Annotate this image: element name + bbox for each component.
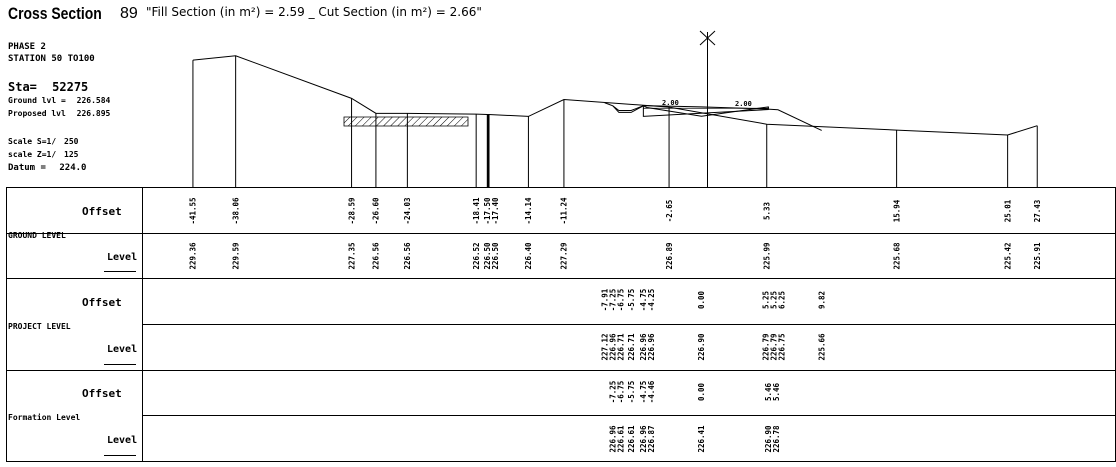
project-level-value: 226.79 — [769, 333, 779, 361]
ground-level-value: 226.50 — [491, 242, 500, 270]
project-offset-value: -4.75 — [639, 288, 649, 312]
datum-label: Datum = — [8, 163, 46, 173]
ground-offset-label: Offset — [82, 205, 122, 218]
station-range-label: STATION 50 TO100 — [8, 54, 95, 64]
left-road-width: 2.00 — [662, 99, 679, 107]
formation-level-value: 226.61 — [616, 425, 626, 453]
ground-level-value: 226.52 — [471, 242, 481, 270]
proposed-level-label: Proposed lvl — [8, 109, 66, 118]
ground-group-name: GROUND LEVEL — [8, 231, 66, 240]
formation-level-value: 226.87 — [647, 425, 657, 453]
area-note: "Fill Section (in m²) = 2.59 _ Cut Section (in m²) = 2.66" — [146, 5, 482, 19]
project-offset-value: -7.91 — [600, 288, 610, 312]
ground-level-value: 229.59 — [231, 242, 241, 270]
fill-hatch-area — [344, 117, 468, 126]
station-value: 52275 — [52, 80, 89, 94]
ground-level-value: 225.68 — [892, 242, 902, 270]
ground-level-value: 225.42 — [1003, 242, 1013, 270]
ground-offset-value: 27.43 — [1032, 199, 1042, 223]
ground-offset-value: -28.59 — [347, 197, 357, 225]
project-offset-value: -7.25 — [608, 288, 618, 312]
ground-level-value: 226.50 — [483, 242, 492, 270]
formation-offset-value: 5.46 — [764, 382, 774, 402]
formation-offset-value: 0.00 — [697, 382, 707, 402]
formation-level-value: 226.96 — [639, 425, 649, 453]
project-level-value: 226.96 — [639, 333, 649, 361]
project-offset-value: 5.25 — [769, 290, 779, 310]
scale-s-value: 250 — [64, 137, 79, 146]
formation-group-name: Formation Level — [8, 413, 81, 422]
ground-offset-value: -24.03 — [403, 197, 413, 225]
ground-offset-value: -26.60 — [371, 197, 381, 225]
ground-offset-value: -17.50 — [483, 197, 492, 225]
drawing-title: Cross Section — [8, 4, 102, 23]
ground-offset-value: -18.41 — [471, 197, 481, 225]
group-formation-level — [8, 387, 137, 456]
project-level-value: 226.71 — [616, 333, 626, 361]
centerline-marker — [700, 31, 715, 187]
ground-offset-value: -14.14 — [524, 197, 534, 225]
profile-drawing — [193, 56, 1037, 187]
formation-offset-value: -4.46 — [647, 380, 657, 404]
project-offset-value: 6.25 — [777, 290, 787, 310]
formation-offset-value: -7.25 — [608, 380, 618, 404]
project-offset-label: Offset — [82, 296, 122, 309]
formation-offset-label: Offset — [82, 387, 122, 400]
project-level-value: 226.75 — [777, 333, 787, 361]
datum-value: 224.0 — [59, 163, 87, 173]
formation-level-value: 226.96 — [608, 425, 618, 453]
group-ground-level — [8, 205, 137, 272]
project-offset-value: -6.75 — [616, 288, 626, 312]
formation-level-value: 226.41 — [697, 425, 707, 453]
phase-label: PHASE 2 — [8, 42, 46, 52]
project-level-value: 225.66 — [817, 333, 827, 361]
project-offset-value: 0.00 — [697, 290, 707, 310]
ground-level-value: 229.36 — [188, 242, 198, 270]
formation-level-value: 226.61 — [626, 425, 636, 453]
ground-line — [193, 56, 1037, 135]
right-road-width: 2.00 — [735, 100, 752, 108]
ground-level-value: 226.56 — [403, 242, 413, 270]
formation-level-value: 226.78 — [772, 425, 782, 453]
proposed-level-value: 226.895 — [76, 109, 111, 118]
ground-level-value: 225.91 — [1032, 242, 1042, 270]
formation-offset-value: 5.46 — [772, 382, 782, 402]
project-level-value: 226.96 — [608, 333, 618, 361]
project-offset-value: 5.25 — [761, 290, 771, 310]
group-project-level — [8, 296, 137, 365]
project-level-value: 226.90 — [697, 333, 707, 361]
ground-level-row-label: Level — [107, 252, 138, 263]
project-level-value: 227.12 — [600, 333, 610, 361]
ground-level-label: Ground lvl = — [8, 96, 66, 105]
ground-level-value: 226.40 — [524, 242, 534, 270]
project-offset-value: -5.75 — [626, 288, 636, 312]
ground-level-value: 225.99 — [762, 242, 772, 270]
table-frame — [6, 187, 1116, 462]
project-offset-value: -4.25 — [647, 288, 657, 312]
project-group-name: PROJECT LEVEL — [8, 322, 71, 331]
scale-z-value: 125 — [64, 150, 79, 159]
ground-offset-value: -38.06 — [231, 197, 241, 225]
ground-level-value: 227.29 — [559, 242, 569, 270]
project-level-value: 226.96 — [647, 333, 657, 361]
ground-offset-value: 25.01 — [1003, 199, 1013, 223]
formation-offset-value: -5.75 — [626, 380, 636, 404]
project-surface-line — [605, 103, 822, 131]
ground-offset-value: 15.94 — [892, 199, 902, 223]
project-level-value: 226.71 — [626, 333, 636, 361]
formation-offset-value: -4.75 — [639, 380, 649, 404]
ground-level-value: 227.35 — [347, 242, 357, 270]
formation-level-row-label: Level — [107, 435, 138, 446]
station-label: Sta= — [8, 80, 37, 94]
scale-s-label: Scale S=1/ — [8, 137, 57, 146]
ground-level-value: 226.56 — [371, 242, 381, 270]
ground-level-value: 226.89 — [664, 242, 674, 270]
project-level-row-label: Level — [107, 344, 138, 355]
project-level-value: 226.79 — [761, 333, 771, 361]
ground-offset-value: -11.24 — [559, 197, 569, 225]
ground-offset-value: -2.65 — [664, 199, 674, 223]
formation-level-value: 226.90 — [764, 425, 774, 453]
ground-offset-value: 5.33 — [762, 201, 772, 221]
section-number: 89 — [120, 5, 138, 22]
project-offset-value: 9.82 — [817, 290, 827, 310]
ground-offset-value: -41.55 — [188, 197, 198, 225]
ground-level-value: 226.584 — [76, 96, 111, 105]
scale-z-label: scale Z=1/ — [8, 150, 57, 159]
formation-offset-value: -6.75 — [616, 380, 626, 404]
ground-offset-value: -17.40 — [491, 197, 500, 225]
